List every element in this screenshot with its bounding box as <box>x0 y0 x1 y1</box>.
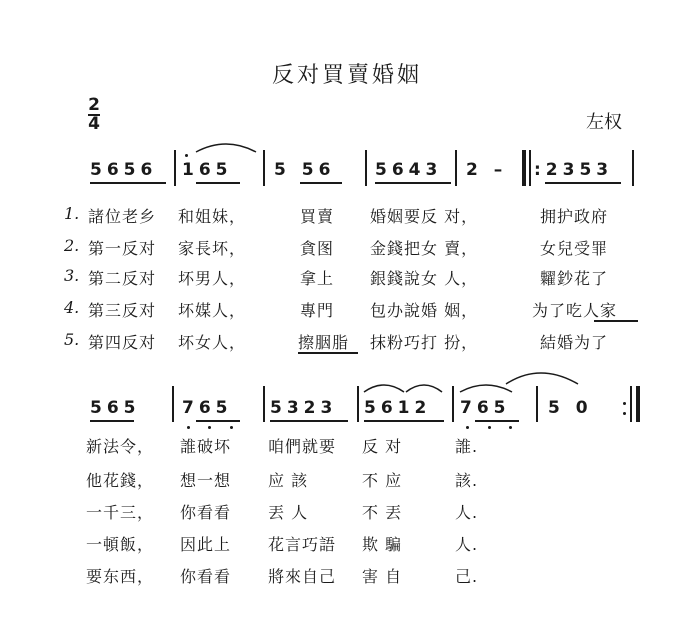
lyric: 該. <box>455 471 479 490</box>
lyric: 一千三， <box>86 503 155 522</box>
lyric: 坏女人， <box>178 333 247 352</box>
measure-2-2: 765 <box>182 398 233 418</box>
lyric: 擦胭脂 <box>298 333 350 352</box>
lyric: 要东西， <box>86 567 155 586</box>
lyric: 一頓飯， <box>86 535 155 554</box>
lyric: 想一想 <box>180 471 232 490</box>
measure-2-4: 5612 <box>364 398 432 418</box>
lyric: 女兒受罪 <box>540 239 609 258</box>
lyric: 和姐妹， <box>178 207 247 226</box>
slur <box>196 144 256 152</box>
lyric: 新法令， <box>86 437 155 456</box>
slur <box>506 373 578 384</box>
lyric: 拿上 <box>300 269 335 288</box>
lyric: 貪图 <box>300 239 335 258</box>
lyric: 应 該 <box>268 471 309 490</box>
lyric: 糶鈔花了 <box>540 269 609 288</box>
measure-1-2: 165 <box>182 160 233 180</box>
lyric: 將來自己 <box>268 567 337 586</box>
lyric: 因此上 <box>180 535 232 554</box>
verse-number: 2. <box>64 236 80 255</box>
lyric: 你看看 <box>180 503 232 522</box>
lyric: 誰破坏 <box>180 437 232 456</box>
lyric: 包办說婚 姻， <box>370 301 479 320</box>
lyric: 婚姻要反 对， <box>370 207 479 226</box>
measure-1-3: 5 56 <box>274 160 336 180</box>
lyric: 丟 人 <box>268 503 309 522</box>
lyric: 坏媒人， <box>178 301 247 320</box>
lyric: 第一反对 <box>88 239 157 258</box>
lyric: 你看看 <box>180 567 232 586</box>
lyric: 買賣 <box>300 207 335 226</box>
lyric: 人. <box>455 535 479 554</box>
composer: 左权 <box>586 112 622 133</box>
slur <box>460 385 512 392</box>
lyric: 第四反对 <box>88 333 157 352</box>
lyric: 不 丟 <box>362 503 403 522</box>
lyric: 結婚为了 <box>540 333 609 352</box>
lyric: 害 自 <box>362 567 403 586</box>
lyric: 諸位老乡 <box>88 207 157 226</box>
measure-1-5: 2 – <box>466 160 508 180</box>
measure-2-5: 765 <box>460 398 511 418</box>
lyric: 家長坏， <box>178 239 247 258</box>
lyric: 拥护政府 <box>540 207 609 226</box>
measure-2-1: 565 <box>90 398 141 418</box>
measure-2-3: 5323 <box>270 398 338 418</box>
lyric: 花言巧語 <box>268 535 337 554</box>
measure-2-6: 5 0 <box>548 398 593 418</box>
lyric: 欺 騙 <box>362 535 403 554</box>
time-signature-bottom: 4 <box>88 114 100 134</box>
lyric: 專門 <box>300 301 335 320</box>
lyric: 第三反对 <box>88 301 157 320</box>
time-signature-top: 2 <box>88 95 100 115</box>
lyric: 不 应 <box>362 471 403 490</box>
lyric: 抹粉巧打 扮， <box>370 333 479 352</box>
lyric: 銀錢說女 人， <box>370 269 479 288</box>
song-title: 反对買賣婚姻 <box>272 63 423 88</box>
lyric: 誰. <box>455 437 479 456</box>
slur <box>406 385 442 392</box>
slur <box>364 385 404 392</box>
lyric: 咱們就要 <box>268 437 337 456</box>
verse-number: 3. <box>64 266 80 285</box>
lyric: 他花錢， <box>86 471 155 490</box>
lyric: 第二反对 <box>88 269 157 288</box>
lyric: 反 对 <box>362 437 403 456</box>
verse-number: 1. <box>64 204 80 223</box>
lyric: 坏男人， <box>178 269 247 288</box>
lyric: 己. <box>455 567 479 586</box>
measure-1-1: 5656 <box>90 160 158 180</box>
verse-number: 4. <box>64 298 80 317</box>
lyric: 人. <box>455 503 479 522</box>
measure-1-4: 5643 <box>375 160 443 180</box>
lyric: 为了吃人家 <box>532 301 618 320</box>
lyric: 金錢把女 賣， <box>370 239 479 258</box>
verse-number: 5. <box>64 330 80 349</box>
measure-1-6: :2353 <box>534 160 614 180</box>
